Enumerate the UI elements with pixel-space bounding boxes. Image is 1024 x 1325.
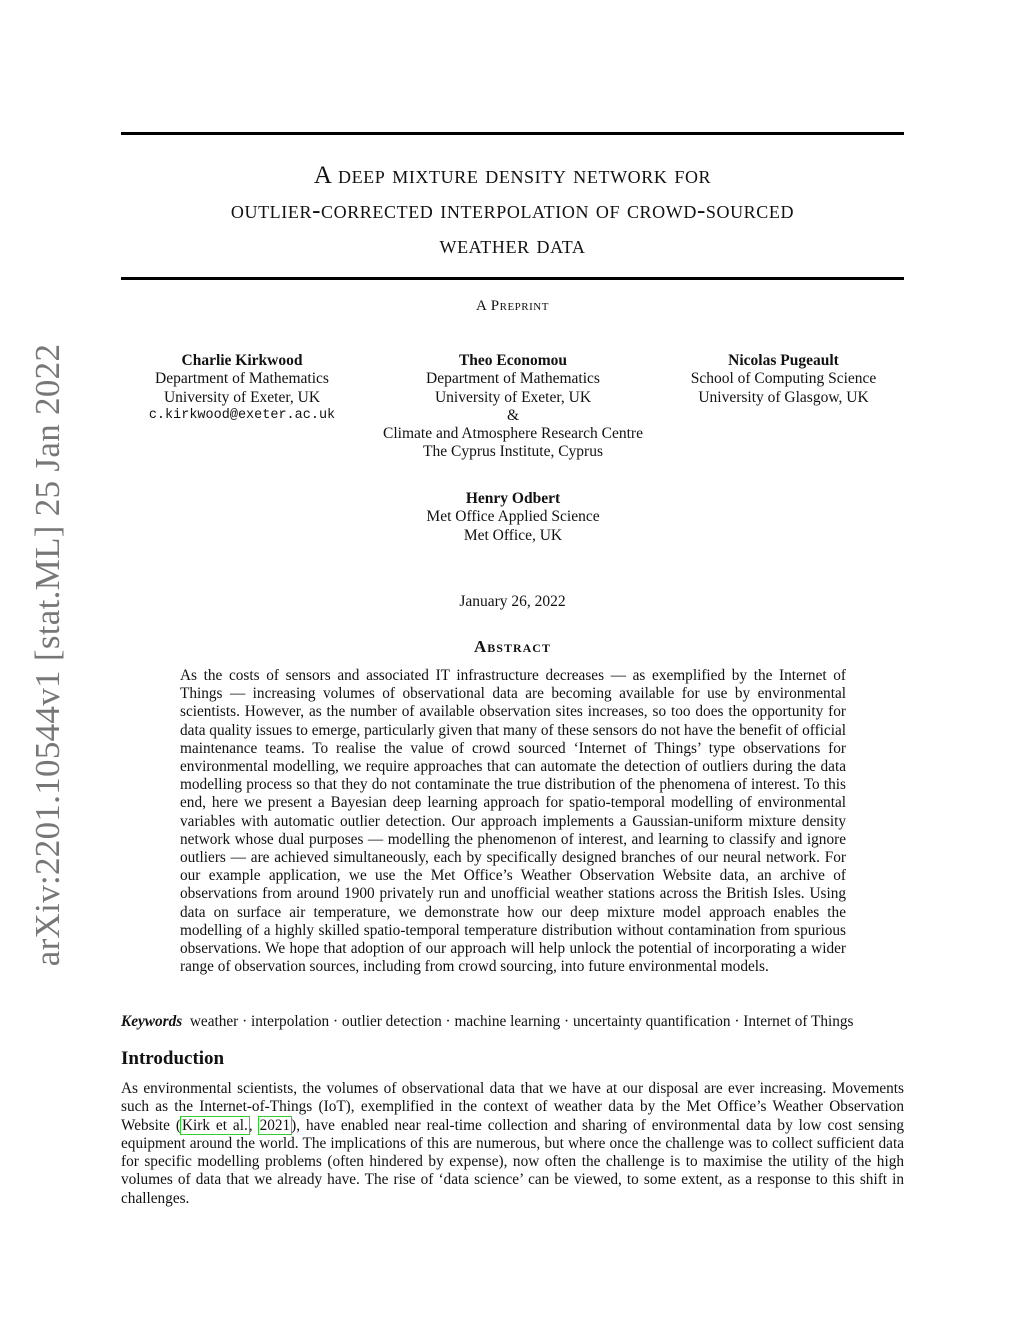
title-line-3: weather data xyxy=(439,232,586,259)
keywords-line xyxy=(121,1013,904,1031)
arxiv-identifier[interactable]: arXiv:2201.10544v1 [stat.ML] 25 Jan 2022 xyxy=(28,343,68,967)
author-name: Theo Economou xyxy=(458,352,568,369)
author-block-pugeault xyxy=(663,352,904,407)
publication-date: January 26, 2022 xyxy=(459,593,566,610)
title-rule-top xyxy=(121,132,904,135)
author-affiliation: School of Computing Science xyxy=(690,370,877,388)
citation-link-author[interactable]: Kirk et al. xyxy=(181,1116,248,1134)
intro-text-part: As environmental scientists, the volumes of observational data that we have at our disposal are ever increasing. Movements such as the Internet-of-Things (IoT), exemplified in the context of weather data by the Met Office’s Weather Observation Website ( xyxy=(121,1080,904,1134)
paper-title xyxy=(121,158,904,263)
author-affiliation: Department of Mathematics xyxy=(155,370,329,388)
citation-link-year[interactable]: 2021 xyxy=(259,1116,291,1134)
author-block-odbert xyxy=(363,490,663,545)
citation-separator: , xyxy=(248,1116,259,1134)
preprint-label: A Preprint xyxy=(476,298,549,314)
author-affiliation: The Cyprus Institute, Cyprus xyxy=(423,443,603,461)
title-line-2: outlier-corrected interpolation of crowd-sourced xyxy=(230,197,795,224)
author-affiliation: University of Glasgow, UK xyxy=(698,388,869,406)
author-name: Nicolas Pugeault xyxy=(728,352,839,369)
author-block-economou xyxy=(363,352,663,462)
title-line-1: A deep mixture density network for xyxy=(313,162,712,189)
arxiv-side-stamp xyxy=(26,343,70,967)
title-rule-bottom xyxy=(121,277,904,280)
introduction-heading: Introduction xyxy=(121,1048,225,1069)
author-affiliation: University of Exeter, UK xyxy=(163,388,321,406)
author-block-kirkwood xyxy=(121,352,363,425)
affiliation-ampersand: & xyxy=(506,406,520,424)
author-name: Charlie Kirkwood xyxy=(181,352,303,369)
intro-text-part: ), have enabled near real-time collection and sharing of environmental data by low cost sensing equipment around the world. The implications of this are numerous, but where once the challenge was to collect sufficient data for specific modelling problems (often hindered by expense), now often the challenge is to maximise the utility of the high volumes of data that we already have. The rise of ‘data science’ can be viewed, to some extent, as a response to this shift in challenges. xyxy=(121,1116,905,1207)
abstract-text: As the costs of sensors and associated IT infrastructure decreases — as exemplified by the Internet of Things — increasing volumes of observational data are becoming available for use by environmental scientists. However, as the number of available observation sites increases, so too does the opportunity for data quality issues to emerge, particularly given that many of these sensors do not have the benefit of official maintenance teams. To realise the value of crowd sourced ‘Internet of Things’ type observations for environmental modelling, we require approaches that can automate the detection of outliers during the data modelling process so that they do not contaminate the true distribution of the phenomena of interest. To this end, here we present a Bayesian deep learning approach for spatio-temporal modelling of environmental variables with automatic outlier detection. Our approach implements a Gaussian-uniform mixture density network whose dual purposes — modelling the phenomenon of interest, and learning to classify and ignore outliers — are achieved simultaneously, each by specifically designed branches of our neural network. For our example application, we use the Met Office’s Weather Observation Website data, an archive of observations from around 1900 privately run and unofficial weather stations across the British Isles. Using data on surface air temperature, we demonstrate how our deep mixture model approach enables the modelling of a highly skilled spatio-temporal temperature distribution without contamination from spurious observations. We hope that adoption of our approach will help unlock the potential of incorporating a wider range of observation sources, including from crowd sourcing, into future environmental models. xyxy=(180,667,846,976)
author-affiliation: Climate and Atmosphere Research Centre xyxy=(383,425,643,443)
introduction-text xyxy=(121,1080,904,1208)
author-affiliation: Met Office Applied Science xyxy=(426,508,600,526)
keywords-list: weather · interpolation · outlier detection · machine learning · uncertainty quantification · Internet of Things xyxy=(189,1013,854,1030)
keywords-label: Keywords xyxy=(121,1013,183,1030)
abstract-heading: Abstract xyxy=(474,637,551,656)
author-affiliation: University of Exeter, UK xyxy=(434,388,592,406)
author-affiliation: Met Office, UK xyxy=(463,526,563,544)
author-name: Henry Odbert xyxy=(465,490,561,507)
author-affiliation: Department of Mathematics xyxy=(426,370,600,388)
author-email[interactable]: c.kirkwood@exeter.ac.uk xyxy=(148,407,336,423)
